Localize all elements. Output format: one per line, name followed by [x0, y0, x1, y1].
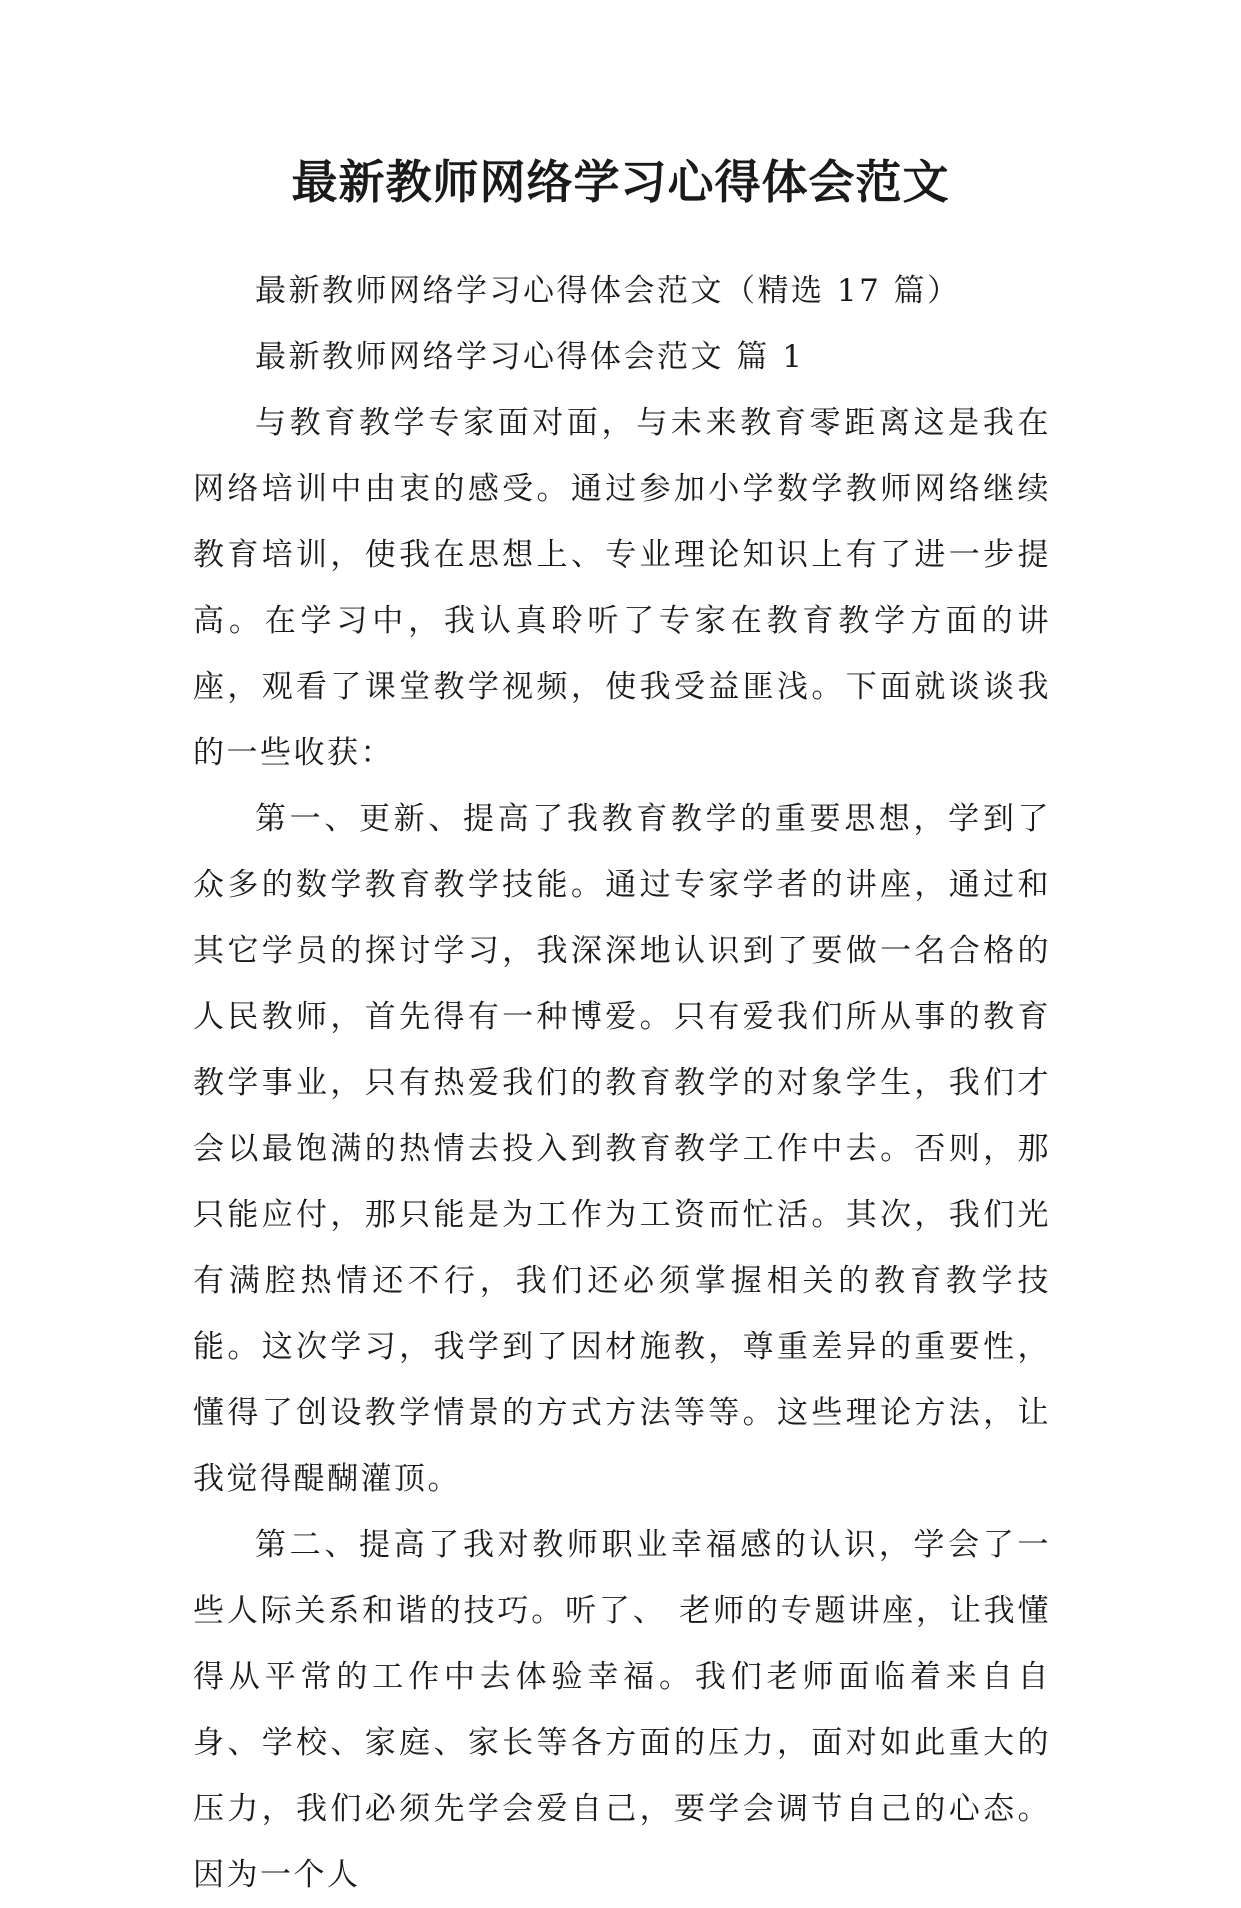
paragraph-first-point: 第一、更新、提高了我教育教学的重要思想，学到了众多的数学教育教学技能。通过专家学者的讲座，通过和其它学员的探讨学习，我深深地认识到了要做一名合格的人民教师，首先得有一种博爱。只有爱我们所从事的教育教学事业，只有热爱我们的教育教学的对象学生，我们才会以最饱满的热情去投入到教育教学工作中去。否则，那只能应付，那只能是为工作为工资而忙活。其次，我们光有满腔热情还不行，我们还必须掌握相关的教育教学技能。这次学习，我学到了因材施教，尊重差异的重要性，懂得了创设教学情景的方式方法等等。这些理论方法，让我觉得醍醐灌顶。	[193, 801, 1051, 1497]
paragraph-intro: 与教育教学专家面对面，与未来教育零距离这是我在网络培训中由衷的感受。通过参加小学数学教师网络继续教育培训，使我在思想上、专业理论知识上有了进一步提高。在学习中，我认真聆听了专家在教育教学方面的讲座，观看了课堂教学视频，使我受益匪浅。下面就谈谈我的一些收获：	[193, 405, 1051, 771]
document-body	[193, 258, 1051, 1908]
section-heading: 最新教师网络学习心得体会范文 篇 1	[255, 339, 805, 375]
paragraph-second-point: 第二、提高了我对教师职业幸福感的认识，学会了一些人际关系和谐的技巧。听了、 老师的专题讲座，让我懂得从平常的工作中去体验幸福。我们老师面临着来自自身、学校、家庭、家长等各方面的压力，面对如此重大的压力，我们必须先学会爱自己，要学会调节自己的心态。因为一个人	[193, 1527, 1051, 1893]
subtitle-line: 最新教师网络学习心得体会范文（精选 17 篇）	[255, 273, 961, 309]
document-title: 最新教师网络学习心得体会范文	[291, 155, 950, 209]
